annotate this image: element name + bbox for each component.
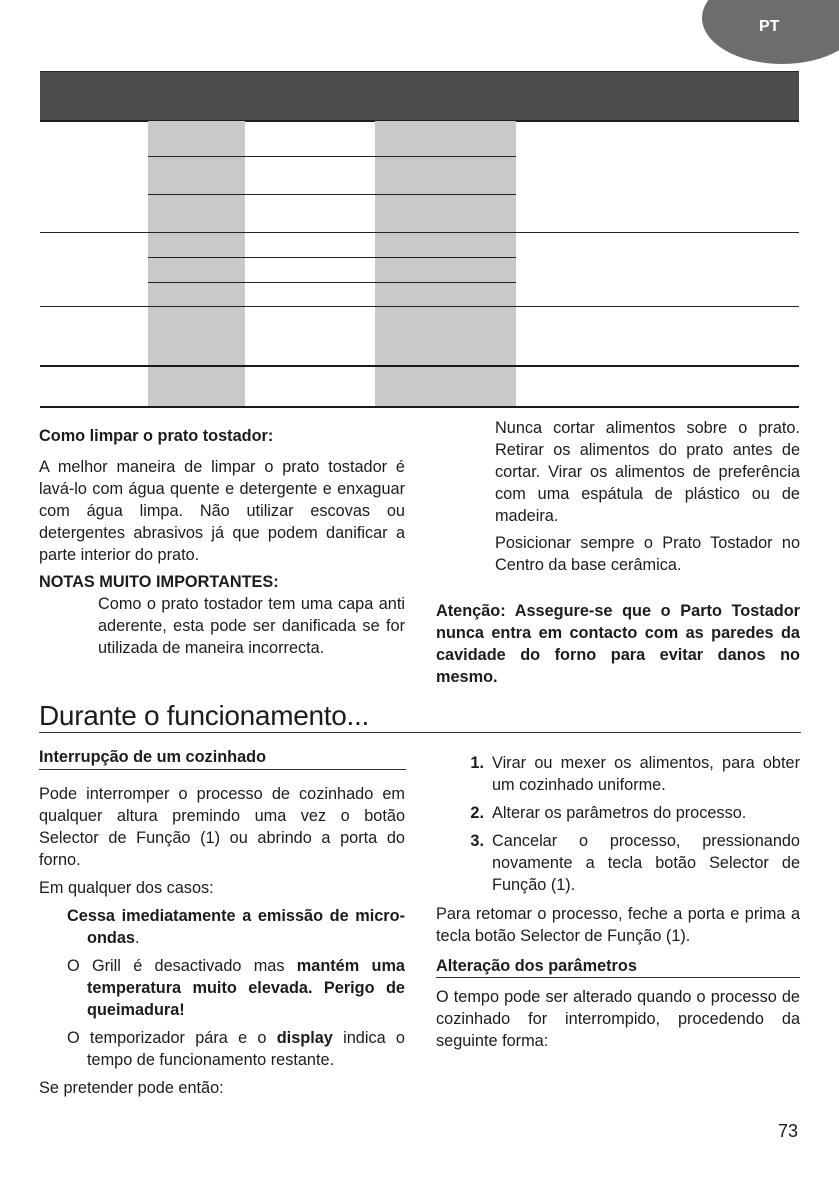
note-position: Posicionar sempre o Prato Tostador no Centro da base cerâmica. (495, 534, 800, 574)
step-item (456, 802, 800, 824)
note-nonstick: Como o prato tostador tem uma capa anti aderente, esta pode ser danificada se for utilizada de maneira incorrecta. (98, 595, 405, 657)
table-bottom-border (40, 406, 799, 408)
step-item (456, 752, 800, 796)
step-text: Virar ou mexer os alimentos, para obter um cozinhado uniforme. (492, 754, 800, 794)
cleaning-heading: Como limpar o prato tostador: (39, 427, 274, 445)
section-title-rule (39, 732, 801, 733)
attention-warning: Atenção: Assegure-se que o Parto Tostador nunca entra em contacto com as paredes da cavidade do forno para evitar danos no mesmo. (436, 602, 800, 686)
cleaning-section (39, 425, 405, 659)
bullet-microwave-stop-end: . (134, 929, 140, 947)
important-notes-heading: NOTAS MUITO IMPORTANTES: (39, 573, 279, 591)
step-number: 3. (470, 832, 484, 850)
table-row-divider (40, 306, 799, 307)
section-title: Durante o funcionamento... (39, 700, 369, 731)
table-row-divider (40, 365, 799, 367)
bullet-grill-hot-text: O Grill é desactivado mas (67, 957, 297, 975)
step-text: Cancelar o processo, pressionando novamente a tecla botão Selector de Função (1). (492, 832, 800, 894)
table-row-divider (148, 156, 516, 157)
resume-and-params (436, 903, 800, 1052)
params-heading: Alteração dos parâmetros (436, 957, 637, 975)
table-row-divider (40, 232, 799, 233)
bullet-timer-text: O temporizador pára e o (67, 1029, 277, 1047)
step-number: 2. (470, 804, 484, 822)
step-number: 1. (470, 754, 484, 772)
bullet-grill-hot-bold: mantém uma temperatura muito elevada. Perigo de queimadura! (87, 957, 405, 1019)
interruption-heading: Interrupção de um cozinhado (39, 748, 267, 766)
bullet-microwave-stop-bold: Cessa imediatamente a emissão de micro-ondas (67, 907, 405, 947)
step-item (456, 830, 800, 896)
bullet-timer-display (39, 1027, 405, 1071)
bullet-timer-bold: display (276, 1029, 333, 1047)
bullet-timer-end: indica o tempo de funcionamento restante. (87, 1029, 405, 1069)
cleaning-paragraph: A melhor maneira de limpar o prato tostador é lavá-lo com água quente e detergente e enxaguar com água limpa. Não utilizar escovas ou detergentes abrasivos já que podem danificar a parte interior do prato. (39, 458, 405, 564)
table-row-divider (148, 282, 516, 283)
note-cutting: Nunca cortar alimentos sobre o prato. Retirar os alimentos do prato antes de cortar. Virar os alimentos de preferência com uma espátula de plástico ou de madeira. (495, 419, 800, 525)
interruption-section (39, 746, 405, 1099)
bullet-grill-hot (39, 955, 405, 1021)
if-wish-text: Se pretender pode então: (39, 1079, 224, 1097)
steps-list (456, 752, 800, 896)
notes-continued (495, 417, 800, 576)
params-heading-rule (436, 977, 800, 978)
table-header (40, 71, 799, 122)
bullet-microwave-stop (39, 905, 405, 949)
params-paragraph: O tempo pode ser alterado quando o processo de cozinhado for interrompido, procedendo da seguinte forma: (436, 988, 800, 1050)
page-number: 73 (778, 1121, 799, 1141)
language-label: PT (759, 18, 780, 35)
any-case-text: Em qualquer dos casos: (39, 879, 214, 897)
interruption-paragraph: Pode interromper o processo de cozinhado em qualquer altura premindo uma vez o botão Selector de Função (1) ou abrindo a porta do forno. (39, 785, 405, 869)
step-text: Alterar os parâmetros do processo. (492, 804, 747, 822)
resume-text: Para retomar o processo, feche a porta e prima a tecla botão Selector de Função (1). (436, 905, 800, 945)
table-row-divider (148, 257, 516, 258)
table-row-divider (148, 194, 516, 195)
interruption-heading-rule (39, 769, 406, 770)
